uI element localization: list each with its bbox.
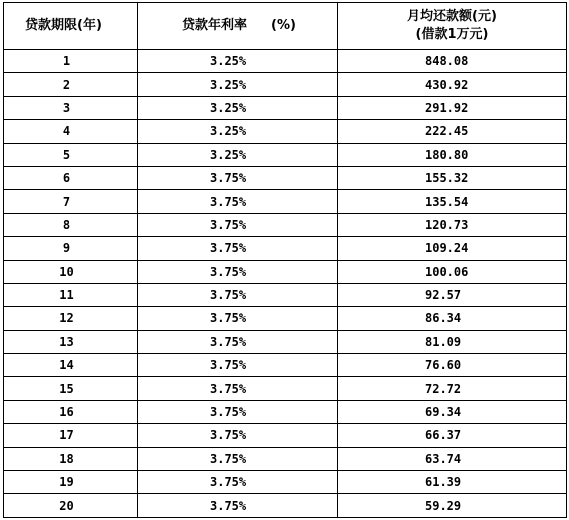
payment-cell: 135.54: [338, 190, 567, 213]
loan-table-container: [3, 2, 566, 518]
table-row: [4, 120, 567, 143]
term-cell: 4: [4, 120, 138, 143]
table-row: [4, 494, 567, 517]
rate-cell: 3.25%: [138, 50, 338, 73]
payment-cell: 120.73: [338, 213, 567, 236]
header-row: [4, 3, 567, 50]
term-cell: 13: [4, 330, 138, 353]
payment-cell: 100.06: [338, 260, 567, 283]
term-cell: 3: [4, 96, 138, 119]
table-row: [4, 307, 567, 330]
rate-cell: 3.75%: [138, 471, 338, 494]
rate-cell: 3.75%: [138, 190, 338, 213]
table-row: [4, 96, 567, 119]
table-row: [4, 50, 567, 73]
rate-cell: 3.75%: [138, 237, 338, 260]
payment-cell: 86.34: [338, 307, 567, 330]
table-row: [4, 73, 567, 96]
payment-cell: 72.72: [338, 377, 567, 400]
table-row: [4, 166, 567, 189]
header-payment-line1: 月均还款额(元): [407, 9, 497, 24]
table-row: [4, 424, 567, 447]
rate-cell: 3.75%: [138, 283, 338, 306]
table-row: [4, 237, 567, 260]
term-cell: 16: [4, 400, 138, 423]
payment-cell: 155.32: [338, 166, 567, 189]
table-row: [4, 471, 567, 494]
term-cell: 7: [4, 190, 138, 213]
rate-cell: 3.75%: [138, 260, 338, 283]
term-cell: 15: [4, 377, 138, 400]
table-row: [4, 190, 567, 213]
term-cell: 18: [4, 447, 138, 470]
loan-repayment-table: [3, 2, 567, 518]
header-rate-label: 贷款年利率: [182, 18, 248, 33]
rate-cell: 3.75%: [138, 330, 338, 353]
payment-cell: 180.80: [338, 143, 567, 166]
term-cell: 1: [4, 50, 138, 73]
rate-cell: 3.75%: [138, 494, 338, 517]
header-payment: [338, 3, 567, 50]
payment-cell: 59.29: [338, 494, 567, 517]
rate-cell: 3.75%: [138, 424, 338, 447]
payment-cell: 69.34: [338, 400, 567, 423]
table-row: [4, 400, 567, 423]
rate-cell: 3.75%: [138, 354, 338, 377]
rate-cell: 3.25%: [138, 120, 338, 143]
payment-cell: 848.08: [338, 50, 567, 73]
payment-cell: 92.57: [338, 283, 567, 306]
rate-cell: 3.25%: [138, 143, 338, 166]
term-cell: 9: [4, 237, 138, 260]
payment-cell: 291.92: [338, 96, 567, 119]
term-cell: 14: [4, 354, 138, 377]
rate-cell: 3.75%: [138, 400, 338, 423]
header-rate: [138, 3, 338, 50]
term-cell: 8: [4, 213, 138, 236]
header-term: 贷款期限(年): [4, 3, 138, 50]
table-row: [4, 330, 567, 353]
payment-cell: 61.39: [338, 471, 567, 494]
rate-cell: 3.25%: [138, 96, 338, 119]
payment-cell: 109.24: [338, 237, 567, 260]
payment-cell: 81.09: [338, 330, 567, 353]
table-row: [4, 377, 567, 400]
rate-cell: 3.75%: [138, 166, 338, 189]
table-row: [4, 447, 567, 470]
rate-cell: 3.75%: [138, 377, 338, 400]
table-row: [4, 260, 567, 283]
rate-cell: 3.75%: [138, 213, 338, 236]
payment-cell: 222.45: [338, 120, 567, 143]
header-payment-line2: (借款1万元): [415, 27, 489, 42]
term-cell: 10: [4, 260, 138, 283]
term-cell: 5: [4, 143, 138, 166]
table-row: [4, 354, 567, 377]
payment-cell: 76.60: [338, 354, 567, 377]
term-cell: 11: [4, 283, 138, 306]
table-row: [4, 143, 567, 166]
header-rate-unit: (%): [271, 18, 296, 33]
table-row: [4, 283, 567, 306]
table-body: [4, 50, 567, 518]
term-cell: 19: [4, 471, 138, 494]
table-header: [4, 3, 567, 50]
payment-cell: 430.92: [338, 73, 567, 96]
term-cell: 6: [4, 166, 138, 189]
payment-cell: 66.37: [338, 424, 567, 447]
term-cell: 20: [4, 494, 138, 517]
rate-cell: 3.75%: [138, 447, 338, 470]
term-cell: 17: [4, 424, 138, 447]
term-cell: 2: [4, 73, 138, 96]
rate-cell: 3.75%: [138, 307, 338, 330]
table-row: [4, 213, 567, 236]
term-cell: 12: [4, 307, 138, 330]
payment-cell: 63.74: [338, 447, 567, 470]
rate-cell: 3.25%: [138, 73, 338, 96]
